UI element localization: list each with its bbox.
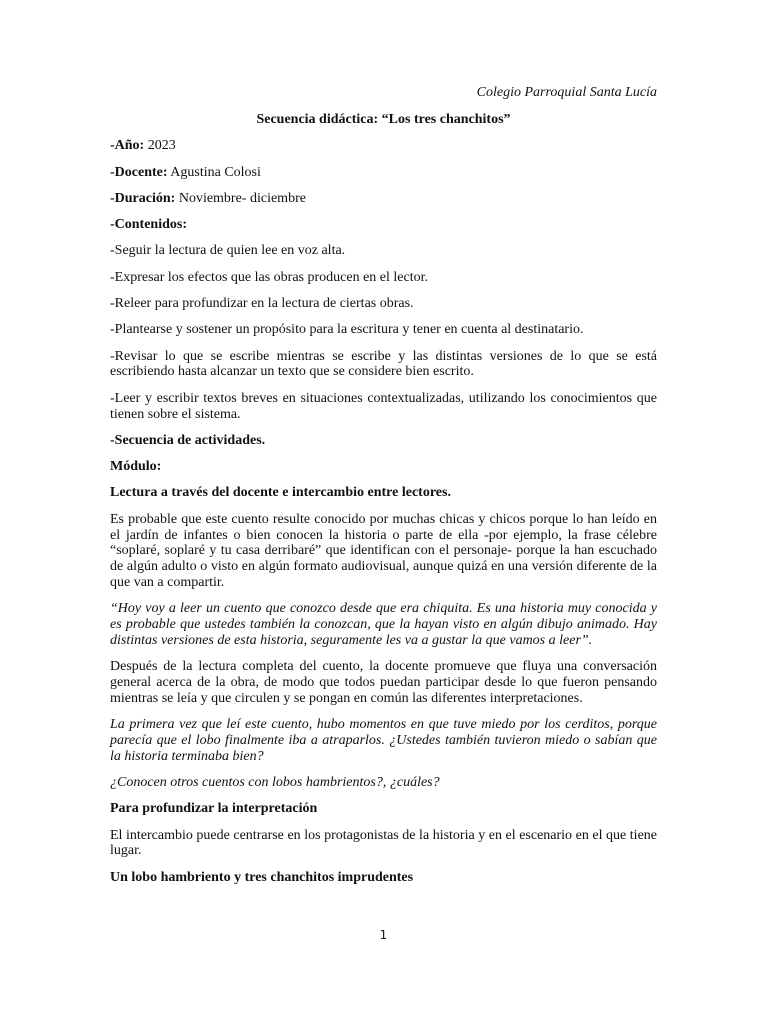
- content-item: -Leer y escribir textos breves en situaciones contextualizadas, utilizando los conocimientos que tienen sobre el sistema.: [110, 390, 657, 422]
- document-title: Secuencia didáctica: “Los tres chanchitos”: [256, 112, 511, 127]
- content-item: -Seguir la lectura de quien lee en voz alta.: [110, 243, 346, 259]
- sequence-heading: -Secuencia de actividades.: [110, 432, 266, 448]
- section-title-reading: Lectura a través del docente e intercambio entre lectores.: [110, 485, 451, 501]
- body-paragraph: El intercambio puede centrarse en los protagonistas de la historia y en el escenario en el que tiene lugar.: [110, 827, 657, 859]
- document-body: [110, 112, 657, 896]
- year-line: [110, 138, 657, 154]
- teacher-line: [110, 165, 657, 181]
- section-title-wolf: Un lobo hambriento y tres chanchitos imprudentes: [110, 869, 414, 885]
- teacher-question: ¿Conocen otros cuentos con lobos hambrientos?, ¿cuáles?: [110, 774, 440, 790]
- teacher-value: Agustina Colosi: [170, 164, 261, 180]
- content-item: -Releer para profundizar en la lectura de ciertas obras.: [110, 296, 414, 312]
- section-title-interpretation: Para profundizar la interpretación: [110, 801, 318, 817]
- teacher-quote: “Hoy voy a leer un cuento que conozco desde que era chiquita. Es una historia muy conocida y es probable que ustedes también la conozcan, que la hayan visto en algún dibujo animado. Hay distintas versiones de esta historia, seguramente les va a gustar la que vamos a leer”.: [110, 601, 657, 648]
- module-label: Módulo:: [110, 459, 162, 475]
- duration-value: Noviembre- diciembre: [178, 190, 306, 206]
- body-paragraph: Después de la lectura completa del cuento, la docente promueve que fluya una conversación general acerca de la obra, de modo que todos puedan participar desde lo que fueron pensando mientras se leía y que circulen y se pongan en común las diferentes interpretaciones.: [110, 659, 657, 706]
- content-item: -Plantearse y sostener un propósito para la escritura y tener en cuenta al destinatario.: [110, 322, 584, 338]
- document-page: [110, 0, 657, 1024]
- teacher-label: -Docente:: [110, 164, 168, 180]
- content-item: -Expresar los efectos que las obras producen en el lector.: [110, 269, 428, 285]
- body-paragraph: Es probable que este cuento resulte conocido por muchas chicas y chicos porque lo han leído en el jardín de infantes o bien conocen la historia o parte de ella -por ejemplo, la frase célebre “soplaré, soplaré y tu casa derribaré” que identifican con el personaje- porque la han escuchado de algún adulto o visto en algún formato audiovisual, aunque quizá en una versión diferente de la que van a compartir.: [110, 511, 657, 590]
- duration-label: -Duración:: [110, 190, 176, 206]
- page-number: 1: [379, 928, 388, 942]
- content-item: -Revisar lo que se escribe mientras se escribe y las distintas versiones de lo que se está escribiendo hasta alcanzar un texto que se considere bien escrito.: [110, 348, 657, 380]
- year-value: 2023: [147, 138, 176, 154]
- teacher-quote: La primera vez que leí este cuento, hubo momentos en que tuve miedo por los cerditos, porque parecía que el lobo finalmente iba a atraparlos. ¿Ustedes también tuvieron miedo o sabían que la historia terminaba bien?: [110, 717, 657, 764]
- year-label: -Año:: [110, 138, 145, 154]
- duration-line: [110, 191, 657, 207]
- contents-heading: -Contenidos:: [110, 217, 188, 233]
- school-name-header: Colegio Parroquial Santa Lucía: [476, 85, 657, 100]
